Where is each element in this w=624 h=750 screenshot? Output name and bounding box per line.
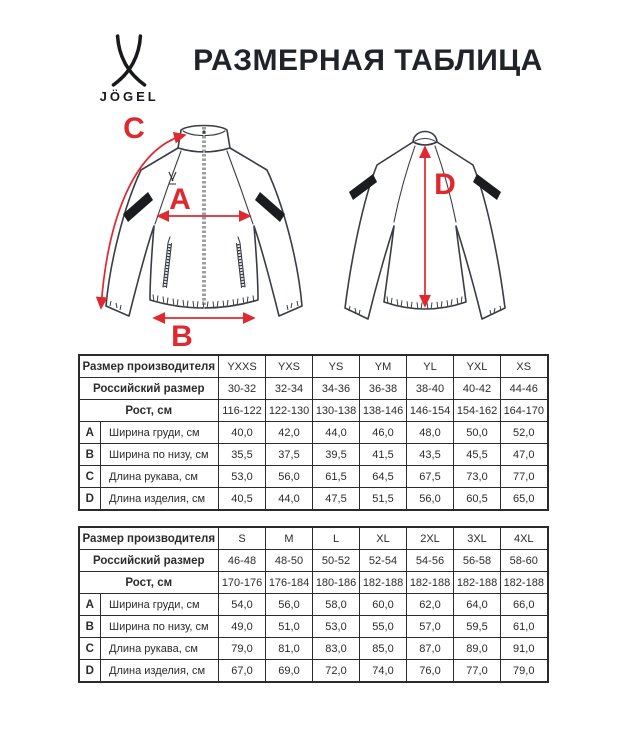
size-header-cell: 36-38: [360, 378, 407, 400]
measure-value-cell: 48,0: [407, 422, 454, 444]
measure-value-cell: 89,0: [454, 638, 501, 660]
measure-value-cell: 44,0: [313, 422, 360, 444]
measure-value-cell: 72,0: [313, 660, 360, 683]
measure-value-cell: 40,5: [219, 488, 266, 511]
size-header-cell: 176-184: [266, 572, 313, 594]
size-header-cell: 52-54: [360, 550, 407, 572]
measure-label-d: D: [434, 168, 456, 201]
measure-value-cell: 56,0: [407, 488, 454, 511]
page-title: РАЗМЕРНАЯ ТАБЛИЦА: [193, 44, 543, 77]
measure-letter-cell: B: [79, 444, 101, 466]
size-header-cell: YS: [313, 355, 360, 378]
measure-name-cell: Длина изделия, см: [101, 488, 219, 511]
measure-letter-cell: C: [79, 466, 101, 488]
size-header-cell: 4XL: [501, 527, 548, 550]
table-header-row: [79, 572, 548, 594]
size-header-cell: L: [313, 527, 360, 550]
size-header-cell: 44-46: [501, 378, 548, 400]
size-header-cell: 180-186: [313, 572, 360, 594]
measure-value-cell: 77,0: [454, 660, 501, 683]
measure-row: [79, 616, 548, 638]
measure-name-cell: Ширина по низу, см: [101, 444, 219, 466]
size-table-youth: [78, 354, 549, 511]
measure-value-cell: 35,5: [219, 444, 266, 466]
size-header-cell: 40-42: [454, 378, 501, 400]
table-header-row: [79, 378, 548, 400]
measure-value-cell: 42,0: [266, 422, 313, 444]
row-label-cell: Размер производителя: [79, 527, 219, 550]
size-table-adult: [78, 526, 549, 683]
measure-letter-cell: D: [79, 488, 101, 511]
measure-row: [79, 488, 548, 511]
size-header-cell: 122-130: [266, 400, 313, 422]
measure-name-cell: Ширина груди, см: [101, 594, 219, 616]
table-header-row: [79, 550, 548, 572]
measure-value-cell: 67,0: [219, 660, 266, 683]
measure-value-cell: 81,0: [266, 638, 313, 660]
size-header-cell: YL: [407, 355, 454, 378]
size-header-cell: 182-188: [501, 572, 548, 594]
measure-value-cell: 56,0: [266, 594, 313, 616]
measure-row: [79, 466, 548, 488]
size-header-cell: XL: [360, 527, 407, 550]
size-header-cell: 164-170: [501, 400, 548, 422]
measure-label-c: C: [123, 112, 145, 145]
measure-value-cell: 51,5: [360, 488, 407, 511]
measure-value-cell: 58,0: [313, 594, 360, 616]
measure-value-cell: 91,0: [501, 638, 548, 660]
measure-value-cell: 83,0: [313, 638, 360, 660]
measure-value-cell: 61,0: [501, 616, 548, 638]
measure-value-cell: 65,0: [501, 488, 548, 511]
measure-value-cell: 41,5: [360, 444, 407, 466]
row-label-cell: Рост, см: [79, 400, 219, 422]
measure-value-cell: 62,0: [407, 594, 454, 616]
measure-value-cell: 61,5: [313, 466, 360, 488]
size-header-cell: 182-188: [360, 572, 407, 594]
measure-value-cell: 49,0: [219, 616, 266, 638]
size-header-cell: 3XL: [454, 527, 501, 550]
back-jacket-illustration: [327, 110, 547, 348]
measure-value-cell: 57,0: [407, 616, 454, 638]
size-header-cell: 34-36: [313, 378, 360, 400]
row-label-cell: Российский размер: [79, 378, 219, 400]
measure-value-cell: 47,5: [313, 488, 360, 511]
size-header-cell: YXXS: [219, 355, 266, 378]
measure-row: [79, 444, 548, 466]
measure-value-cell: 79,0: [219, 638, 266, 660]
size-header-cell: 116-122: [219, 400, 266, 422]
jacket-diagrams: [0, 110, 624, 348]
size-header-cell: YXS: [266, 355, 313, 378]
row-label-cell: Рост, см: [79, 572, 219, 594]
measure-value-cell: 54,0: [219, 594, 266, 616]
measure-value-cell: 55,0: [360, 616, 407, 638]
measure-value-cell: 59,5: [454, 616, 501, 638]
measure-value-cell: 60,0: [360, 594, 407, 616]
measure-value-cell: 69,0: [266, 660, 313, 683]
size-header-cell: 58-60: [501, 550, 548, 572]
measure-value-cell: 37,5: [266, 444, 313, 466]
size-header-cell: M: [266, 527, 313, 550]
measure-value-cell: 64,0: [454, 594, 501, 616]
measure-row: [79, 638, 548, 660]
row-label-cell: Российский размер: [79, 550, 219, 572]
measure-letter-cell: B: [79, 616, 101, 638]
size-header-cell: 154-162: [454, 400, 501, 422]
measure-name-cell: Ширина по низу, см: [101, 616, 219, 638]
front-jacket-illustration: [77, 110, 317, 348]
measure-value-cell: 40,0: [219, 422, 266, 444]
size-header-cell: 32-34: [266, 378, 313, 400]
measure-letter-cell: D: [79, 660, 101, 683]
size-header-cell: 2XL: [407, 527, 454, 550]
measure-value-cell: 66,0: [501, 594, 548, 616]
measure-letter-cell: A: [79, 594, 101, 616]
measure-value-cell: 87,0: [407, 638, 454, 660]
measure-letter-cell: A: [79, 422, 101, 444]
measure-name-cell: Ширина груди, см: [101, 422, 219, 444]
size-header-cell: 30-32: [219, 378, 266, 400]
measure-value-cell: 45,5: [454, 444, 501, 466]
size-header-cell: 54-56: [407, 550, 454, 572]
measure-value-cell: 53,0: [219, 466, 266, 488]
measure-value-cell: 50,0: [454, 422, 501, 444]
measure-value-cell: 77,0: [501, 466, 548, 488]
measure-value-cell: 74,0: [360, 660, 407, 683]
measure-name-cell: Длина изделия, см: [101, 660, 219, 683]
measure-value-cell: 79,0: [501, 660, 548, 683]
measure-value-cell: 64,5: [360, 466, 407, 488]
measure-value-cell: 51,0: [266, 616, 313, 638]
size-header-cell: 130-138: [313, 400, 360, 422]
measure-value-cell: 44,0: [266, 488, 313, 511]
measure-label-a: A: [169, 183, 191, 216]
measure-row: [79, 660, 548, 683]
size-header-cell: S: [219, 527, 266, 550]
size-tables: [78, 354, 547, 683]
measure-name-cell: Длина рукава, см: [101, 466, 219, 488]
measure-value-cell: 60,5: [454, 488, 501, 511]
measure-value-cell: 85,0: [360, 638, 407, 660]
measure-value-cell: 67,5: [407, 466, 454, 488]
size-header-cell: YM: [360, 355, 407, 378]
measure-value-cell: 76,0: [407, 660, 454, 683]
measure-value-cell: 46,0: [360, 422, 407, 444]
measure-value-cell: 43,5: [407, 444, 454, 466]
size-header-cell: 38-40: [407, 378, 454, 400]
measure-value-cell: 39,5: [313, 444, 360, 466]
size-header-cell: 46-48: [219, 550, 266, 572]
size-header-cell: 48-50: [266, 550, 313, 572]
table-header-row: [79, 527, 548, 550]
measure-row: [79, 422, 548, 444]
jogel-logo-icon: [106, 34, 152, 88]
measure-value-cell: 73,0: [454, 466, 501, 488]
size-header-cell: YXL: [454, 355, 501, 378]
measure-value-cell: 53,0: [313, 616, 360, 638]
measure-label-b: B: [171, 320, 193, 348]
measure-letter-cell: C: [79, 638, 101, 660]
size-header-cell: 56-58: [454, 550, 501, 572]
measure-value-cell: 56,0: [266, 466, 313, 488]
row-label-cell: Размер производителя: [79, 355, 219, 378]
size-header-cell: 138-146: [360, 400, 407, 422]
size-header-cell: XS: [501, 355, 548, 378]
measure-row: [79, 594, 548, 616]
size-header-cell: 50-52: [313, 550, 360, 572]
size-header-cell: 182-188: [454, 572, 501, 594]
size-header-cell: 170-176: [219, 572, 266, 594]
size-header-cell: 182-188: [407, 572, 454, 594]
measure-name-cell: Длина рукава, см: [101, 638, 219, 660]
table-header-row: [79, 400, 548, 422]
brand-logo-text: JÖGEL: [99, 89, 159, 104]
table-header-row: [79, 355, 548, 378]
brand-logo: [81, 34, 177, 104]
size-header-cell: 146-154: [407, 400, 454, 422]
header: [0, 0, 624, 104]
measure-value-cell: 52,0: [501, 422, 548, 444]
measure-value-cell: 47,0: [501, 444, 548, 466]
